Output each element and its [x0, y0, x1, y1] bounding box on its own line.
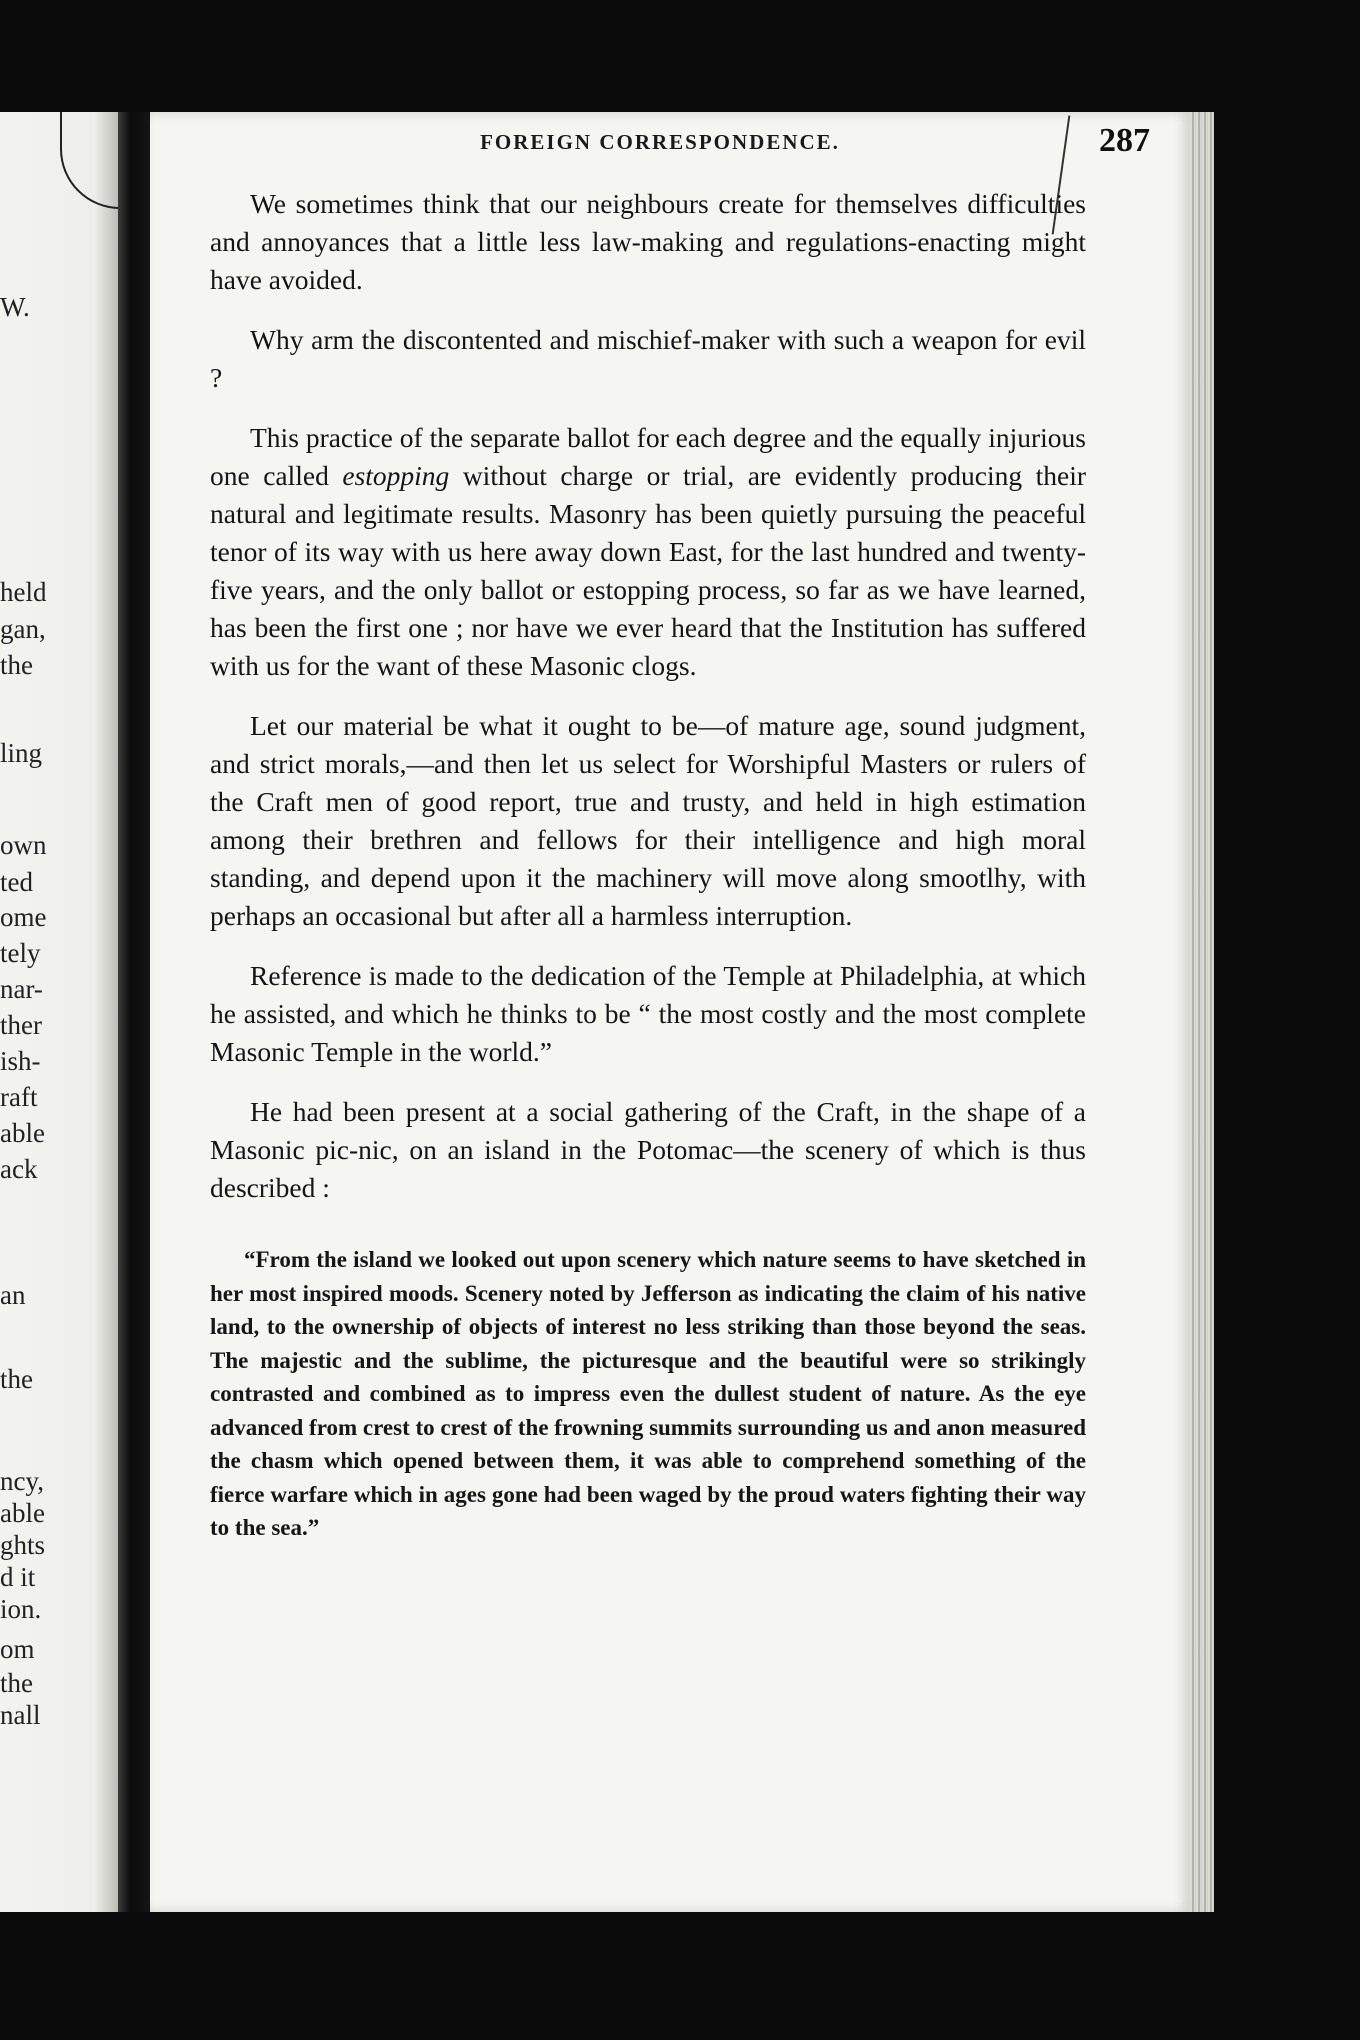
- left-page-text: d it: [0, 1562, 36, 1592]
- left-page-text: ome: [0, 902, 47, 932]
- left-page-text: tely: [0, 938, 41, 968]
- left-page-text: ted: [0, 867, 33, 897]
- left-page-text: the: [0, 1668, 33, 1698]
- left-page-text: ling: [0, 738, 43, 768]
- page-curl-line: [60, 112, 118, 209]
- left-page-text: ion.: [0, 1594, 42, 1624]
- left-page-text: nar-: [0, 974, 43, 1004]
- left-page-text: om: [0, 1634, 35, 1664]
- left-page-text: the: [0, 650, 33, 680]
- book-gutter: [118, 112, 150, 1912]
- paragraph: He had been present at a social gathering of the Craft, in the shape of a Masonic pic-nic, on an island in the Potomac—the scenery of which is thus described :: [210, 1096, 1086, 1203]
- paragraph: Reference is made to the dedication of the Temple at Philadelphia, at which he assisted, and which he thinks to be “ the most costly and the most complete Masonic Temple in the world.”: [210, 960, 1086, 1067]
- left-page-text: held: [0, 577, 47, 607]
- left-page-fragment: [0, 112, 118, 1912]
- left-page-text: W.: [0, 292, 30, 322]
- running-head: FOREIGN CORRESPONDENCE.: [480, 130, 840, 154]
- paragraph-text: This practice of the separate ballot for each degree and the equally injurious one called: [210, 422, 1086, 491]
- left-page-text: the: [0, 1364, 33, 1394]
- paragraph: Why arm the discontented and mischief-maker with such a weapon for evil ?: [210, 324, 1086, 393]
- left-page-text: own: [0, 830, 47, 860]
- italic-term: estopping: [342, 460, 450, 491]
- page-edge: [1190, 112, 1214, 1912]
- left-page-text: an: [0, 1280, 26, 1310]
- left-page-text: ack: [0, 1154, 38, 1184]
- left-page-text: ncy,: [0, 1466, 44, 1496]
- paragraph: Let our material be what it ought to be—of mature age, sound judgment, and strict morals,—and then let us select for Worshipful Masters or rulers of the Craft men of good report, true and trusty, and held in high estimation among their brethren and fellows for their intelligence and high moral standing, and depend upon it the machinery will move along smootlhy, with perhaps an occasional but after all a harmless interruption.: [210, 710, 1086, 931]
- page-number: 287: [1099, 122, 1150, 159]
- paragraph: We sometimes think that our neighbours create for themselves difficulties and annoyances that a little less law-making and regulations-enacting might have avoided.: [210, 188, 1086, 295]
- left-page-text: able: [0, 1118, 45, 1148]
- paragraph-text: without charge or trial, are evidently producing their natural and legitimate results. Masonry has been quietly pursuing the peaceful tenor of its way with us here away down East, for the last hundred and twenty-five years, and the only ballot or estopping process, so far as we have learned, has been the first one ; nor have we ever heard that the Institution has suffered with us for the want of these Masonic clogs.: [210, 460, 1086, 681]
- left-page-text: ther: [0, 1010, 42, 1040]
- left-page-text: nall: [0, 1700, 41, 1730]
- paragraph: [210, 419, 1086, 685]
- left-page-text: raft: [0, 1082, 38, 1112]
- left-page-text: gan,: [0, 614, 46, 644]
- left-page-text: ish-: [0, 1046, 41, 1076]
- left-page-text: able: [0, 1498, 45, 1528]
- left-page-text: ghts: [0, 1530, 46, 1560]
- block-quote: “From the island we looked out upon scenery which nature seems to have sketched in her most inspired moods. Scenery noted by Jefferson as indicating the claim of his native land, to the ownership of objects of interest no less striking than those beyond the seas. The majestic and the sublime, the picturesque and the beautiful were so strikingly contrasted and combined as to impress even the dullest student of nature. As the eye advanced from crest to crest of the frowning summits surrounding us and anon measured the chasm which opened between them, it was able to comprehend something of the fierce warfare which in ages gone had been waged by the proud waters fighting their way to the sea.”: [210, 1247, 1086, 1540]
- page-body: [210, 185, 1086, 1568]
